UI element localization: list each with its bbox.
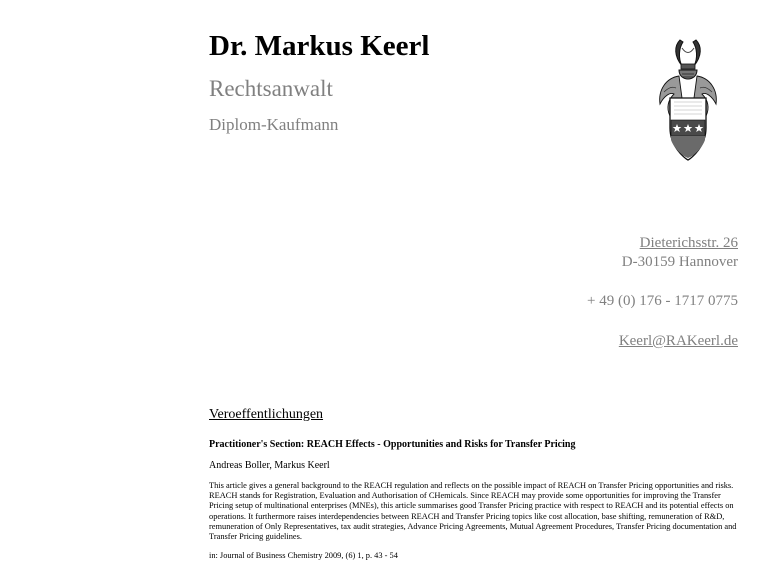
publication-authors: Andreas Boller, Markus Keerl: [209, 460, 330, 471]
email-link[interactable]: Keerl@RAKeerl.de: [618, 333, 738, 349]
city-address: D-30159 Hannover: [621, 254, 738, 270]
degree-label: Diplom-Kaufmann: [209, 115, 339, 134]
publication-abstract: This article gives a general background to the REACH regulation and reflects on the possible impact of REACH on Transfer Pricing opportunities and risks. REACH stands for Registration, Evaluation and Authorisation of CHemicals. Since REACH may provide some opportunities for improving the Transfer Pricing setup of multinational enterprises (MNEs), this article summarises good Transfer Pricing practice with respect to REACH and its potential effects on operations. It furthermore raises interdependencies between REACH and Transfer Pricing topics like cost allocation, base shifting, remuneration of R&D, remuneration of Only Representatives, tax audit strategies, Advance Pricing Agreements, Mutual Agreement Procedures, Transfer Pricing documentation and Transfer Pricing guidelines.: [209, 481, 737, 542]
coat-of-arms-icon: [652, 36, 724, 166]
phone-number: + 49 (0) 176 - 1717 0775: [587, 293, 738, 309]
profession-label: Rechtsanwalt: [209, 76, 333, 101]
street-address-link[interactable]: Dieterichsstr. 26: [639, 235, 738, 251]
publication-citation: in: Journal of Business Chemistry 2009, (6) 1, p. 43 - 54: [209, 551, 398, 560]
publication-title: Practitioner's Section: REACH Effects - Opportunities and Risks for Transfer Pricing: [209, 439, 576, 450]
page-title: Dr. Markus Keerl: [209, 30, 430, 62]
publications-heading-link[interactable]: Veroeffentlichungen: [209, 407, 324, 422]
